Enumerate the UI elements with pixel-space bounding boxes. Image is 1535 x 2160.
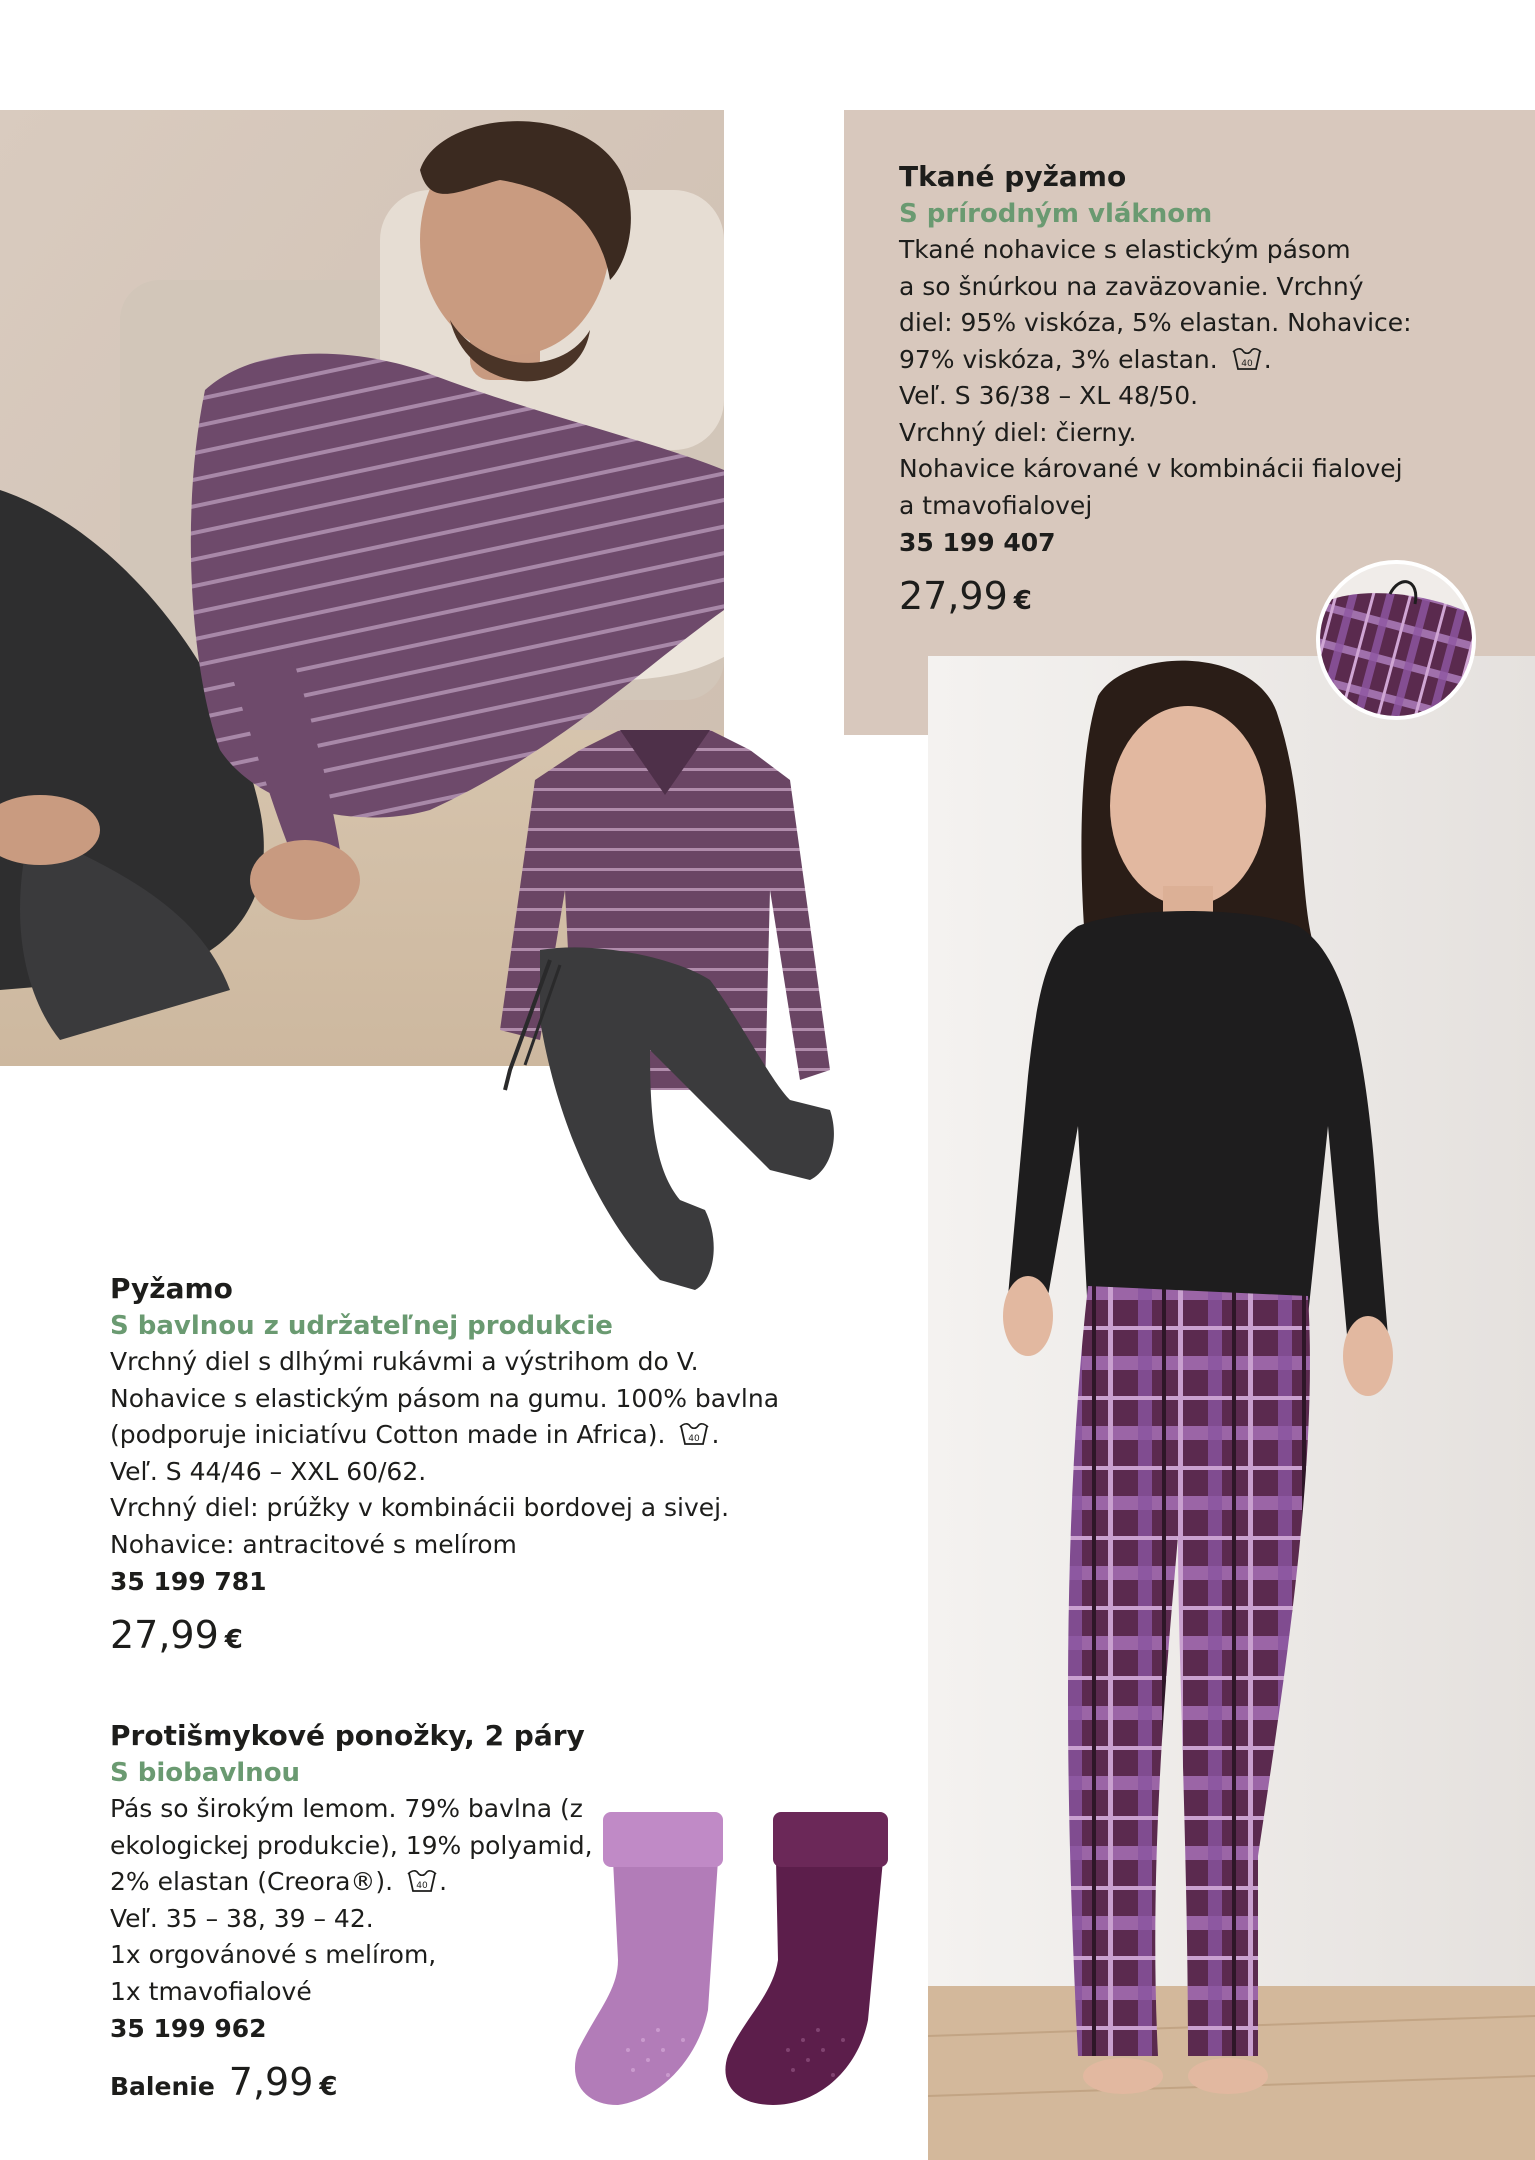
description-line: a so šnúrkou na zaväzovanie. Vrchný: [899, 271, 1364, 301]
product-description: [110, 1344, 810, 1563]
description-line: 97% viskóza, 3% elastan.: [899, 344, 1218, 374]
wash-40-icon: [407, 1869, 437, 1893]
description-line: Nohavice s elastickým pásom na gumu. 100% bavlna: [110, 1383, 780, 1413]
wash-temp: 40: [1240, 358, 1253, 369]
currency: €: [1013, 586, 1032, 616]
wash-temp: 40: [688, 1434, 701, 1444]
product-title: Protišmykové ponožky, 2 páry: [110, 1719, 585, 1752]
product-title: Pyžamo: [110, 1272, 233, 1305]
description-line: diel: 95% viskóza, 5% elastan. Nohavice:: [899, 308, 1412, 337]
product-price: [899, 568, 1499, 629]
product-price: [110, 2054, 670, 2115]
description-line: 1x orgovánové s melírom,: [110, 1940, 437, 1969]
currency: €: [224, 1625, 243, 1655]
product-description: [110, 1791, 670, 2010]
product-code: 35 199 962: [110, 2014, 267, 2043]
description-line: 1x tmavofialové: [110, 1976, 312, 2006]
product-title: Tkané pyžamo: [899, 160, 1127, 193]
price-value: 27,99: [899, 574, 1008, 618]
product-socks: [110, 1717, 670, 2115]
description-line-with-care: (podporuje iniciatívu Cotton made in Africa). 40 .: [110, 1420, 720, 1449]
description-line: Vrchný diel: čierny.: [899, 417, 1137, 447]
product-subtitle: S biobavlnou: [110, 1758, 301, 1788]
price-value: 7,99: [228, 2060, 314, 2104]
wash-40-icon: [679, 1422, 709, 1446]
product-woven-pyjama: [899, 158, 1499, 629]
currency: €: [319, 2072, 338, 2102]
description-line: Vrchný diel: prúžky v kombinácii bordovej a sivej.: [110, 1493, 730, 1522]
description-line: Vrchný diel s dlhými rukávmi a výstrihom do V.: [110, 1347, 699, 1376]
description-line: (podporuje iniciatívu Cotton made in Africa).: [110, 1420, 666, 1449]
description-line: Veľ. S 36/38 – XL 48/50.: [899, 381, 1199, 410]
description-line: 2% elastan (Creora®).: [110, 1867, 394, 1896]
description-line-with-care: 2% elastan (Creora®). 40 .: [110, 1867, 448, 1896]
product-description: [899, 232, 1499, 524]
description-line: Veľ. 35 – 38, 39 – 42.: [110, 1903, 374, 1933]
product-subtitle: S prírodným vláknom: [899, 199, 1213, 229]
product-price: [110, 1607, 810, 1668]
description-line: Nohavice: antracitové s melírom: [110, 1529, 517, 1559]
description-line: a tmavofialovej: [899, 490, 1093, 520]
description-line: Tkané nohavice s elastickým pásom: [899, 235, 1351, 264]
description-line: ekologickej produkcie), 19% polyamid,: [110, 1830, 593, 1860]
product-subtitle: S bavlnou z udržateľnej produkcie: [110, 1311, 613, 1341]
photo-woman-plaid-pyjama: [928, 656, 1535, 2160]
wash-40-icon: [1232, 347, 1262, 371]
description-line-with-care: 97% viskóza, 3% elastan. 40 .: [899, 344, 1272, 374]
product-code: 35 199 781: [110, 1567, 267, 1596]
description-line: Nohavice kárované v kombinácii fialovej: [899, 454, 1403, 483]
wash-temp: 40: [416, 1881, 428, 1891]
price-value: 27,99: [110, 1613, 219, 1657]
price-label: Balenie: [110, 2072, 215, 2101]
product-pyjama: [110, 1270, 810, 1668]
description-line: Veľ. S 44/46 – XXL 60/62.: [110, 1456, 427, 1486]
product-code: 35 199 407: [899, 528, 1056, 557]
description-line: Pás so širokým lemom. 79% bavlna (z: [110, 1794, 583, 1823]
photo-striped-pyjama-flatlay: [480, 720, 850, 1310]
